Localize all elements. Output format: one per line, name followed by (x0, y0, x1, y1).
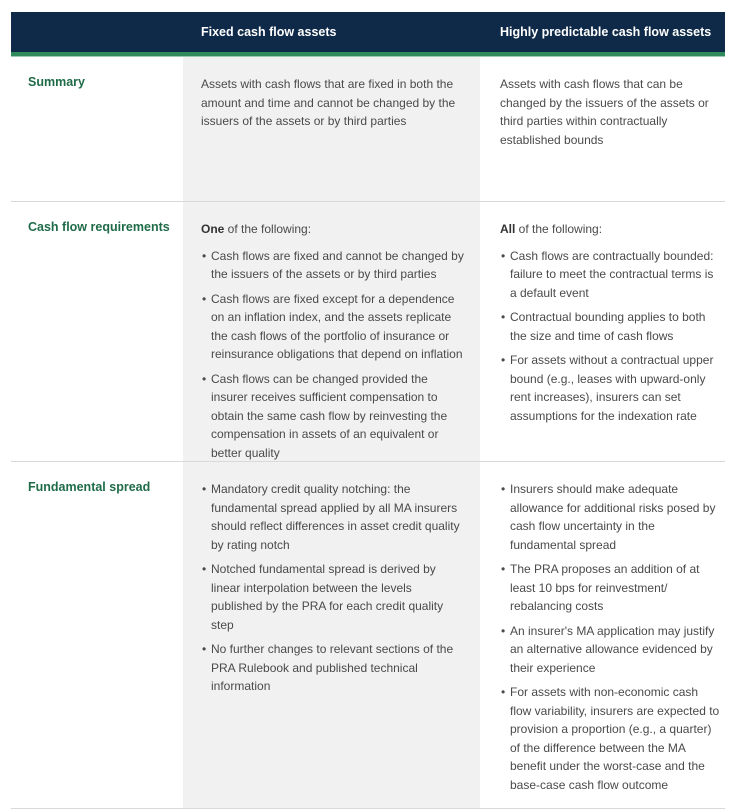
row-label-fundamental-spread: Fundamental spread (28, 480, 151, 494)
cash-flow-fixed-lead (201, 220, 466, 239)
list-item: • Mandatory credit quality notching: the fundamental spread applied by all MA insurers should reflect differences in asset credit quality by rating notch (201, 480, 466, 554)
cash-flow-predictable-cell (500, 220, 720, 431)
spread-predictable-list (500, 480, 720, 794)
table-row-cash-flow-requirements (11, 202, 725, 462)
list-item: • Cash flows are fixed except for a dependence on an inflation index, and the assets replicate the cash flows of the portfolio of insurance or reinsurance obligations that depend on inflation (201, 290, 466, 364)
spread-fixed-cell (201, 480, 466, 702)
list-item: • No further changes to relevant sections of the PRA Rulebook and published technical information (201, 640, 466, 696)
cash-flow-predictable-list (500, 247, 720, 426)
list-item: • Cash flows are contractually bounded: failure to meet the contractual terms is a default event (500, 247, 720, 303)
spread-fixed-list (201, 480, 466, 696)
spread-predictable-cell (500, 480, 720, 800)
cash-flow-predictable-lead (500, 220, 720, 239)
table-row-fundamental-spread (11, 462, 725, 809)
lead-emphasis: One (201, 222, 225, 236)
list-item: • Insurers should make adequate allowance for additional risks posed by cash flow uncertainty in the fundamental spread (500, 480, 720, 554)
summary-predictable-cell (500, 75, 720, 149)
list-item: • An insurer's MA application may justify an alternative allowance evidenced by their experience (500, 622, 720, 678)
lead-emphasis: All (500, 222, 516, 236)
list-item: • Cash flows are fixed and cannot be changed by the issuers of the assets or by third parties (201, 247, 466, 284)
table-row-summary (11, 57, 725, 202)
row-label-cash-flow-requirements: Cash flow requirements (28, 220, 170, 234)
lead-rest: of the following: (224, 222, 312, 236)
cash-flow-fixed-cell (201, 220, 466, 468)
table-header (11, 12, 725, 52)
list-item: • Cash flows can be changed provided the insurer receives sufficient compensation to obtain the same cash flow by reinvesting the compensation in assets of an equivalent or better quality (201, 370, 466, 463)
list-item: • Contractual bounding applies to both the size and time of cash flows (500, 308, 720, 345)
comparison-table (11, 12, 725, 809)
header-fixed-cash-flow-assets: Fixed cash flow assets (201, 25, 337, 39)
list-item: • The PRA proposes an addition of at least 10 bps for reinvestment/ rebalancing costs (500, 560, 720, 616)
lead-rest: of the following: (515, 222, 603, 236)
list-item: • For assets without a contractual upper bound (e.g., leases with upward-only rent increases), insurers can set assumptions for the indexation rate (500, 351, 720, 425)
cash-flow-fixed-list (201, 247, 466, 463)
header-highly-predictable-cash-flow-assets: Highly predictable cash flow assets (500, 25, 712, 39)
list-item: • For assets with non-economic cash flow variability, insurers are expected to provision a proportion (e.g., a quarter) of the difference between the MA benefit under the worst-case and the base-case cash flow outcome (500, 683, 720, 794)
summary-fixed-text: Assets with cash flows that are fixed in both the amount and time and cannot be changed by the issuers of the assets or by third parties (201, 77, 456, 128)
row-label-summary: Summary (28, 75, 85, 89)
list-item: • Notched fundamental spread is derived by linear interpolation between the levels published by the PRA for each credit quality step (201, 560, 466, 634)
summary-fixed-cell (201, 75, 466, 131)
summary-predictable-text: Assets with cash flows that can be changed by the issuers of the assets or third parties within contractually established bounds (500, 77, 709, 147)
